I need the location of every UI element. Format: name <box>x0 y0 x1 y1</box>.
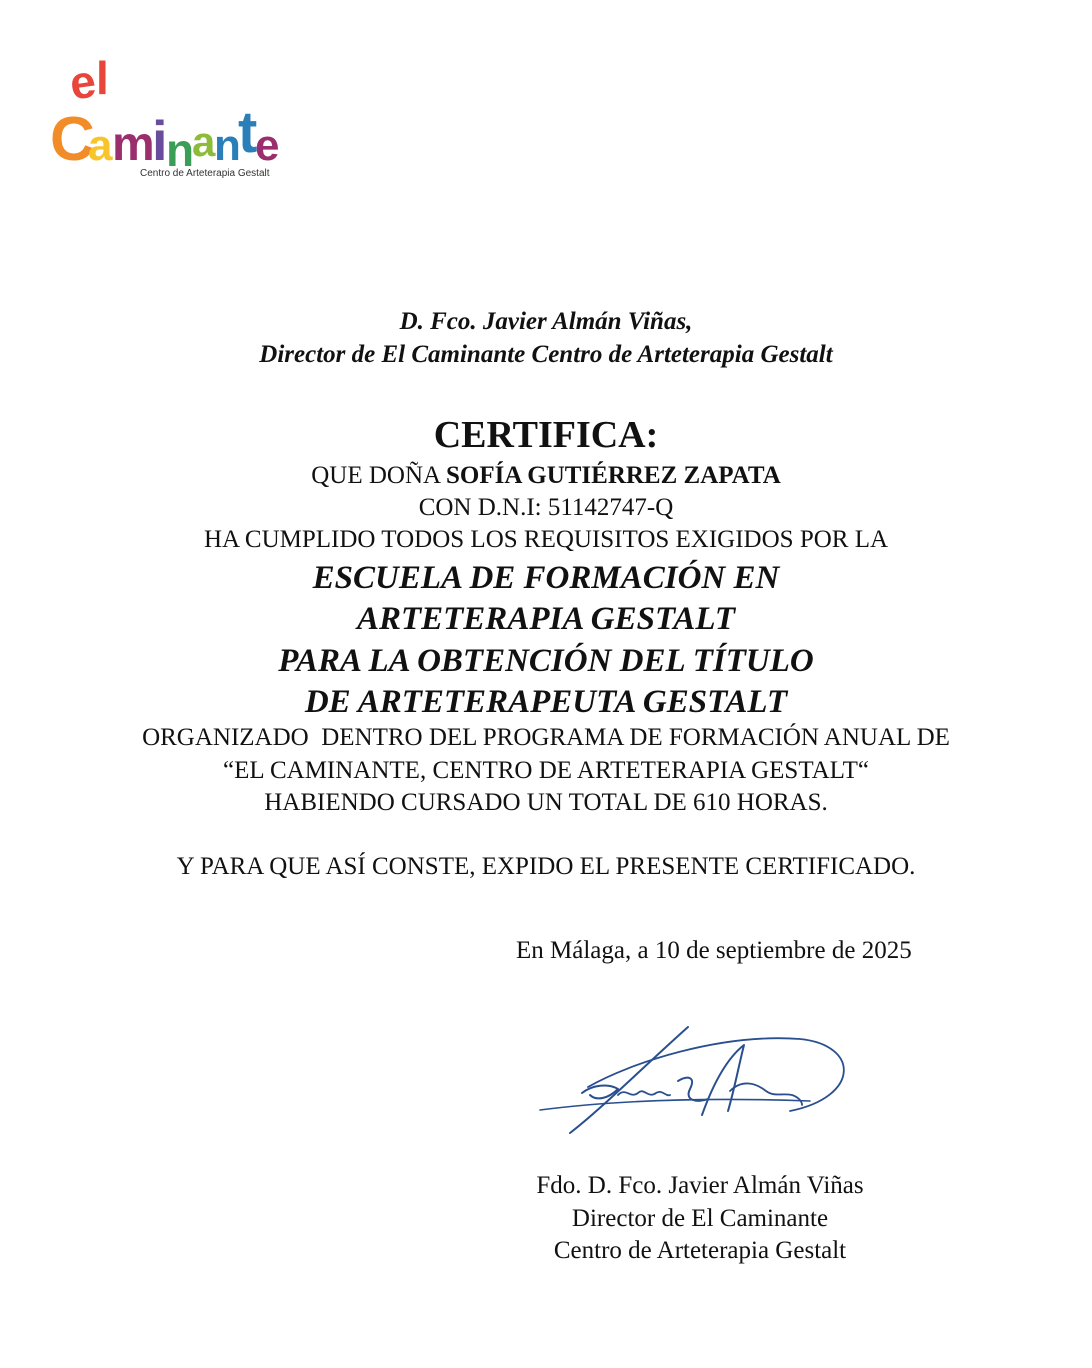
svg-text:n: n <box>166 124 195 176</box>
requirements-line: HA CUMPLIDO TODOS LOS REQUISITOS EXIGIDOS POR LA <box>203 526 889 553</box>
director-name: D. Fco. Javier Almán Viñas, <box>399 308 693 335</box>
logo-tagline: Centro de Arteterapia Gestalt <box>140 168 270 179</box>
hours-line: HABIENDO CURSADO UN TOTAL DE 610 HORAS. <box>264 789 828 816</box>
dni-line: CON D.N.I: 51142747-Q <box>418 494 674 521</box>
svg-text:a: a <box>192 118 216 165</box>
student-name: SOFÍA GUTIÉRREZ ZAPATA <box>445 462 781 489</box>
certificate-title: CERTIFICA: <box>433 414 659 456</box>
school-line-2: ARTETERAPIA GESTALT <box>356 601 736 637</box>
svg-text:m: m <box>112 118 155 171</box>
el-caminante-logo <box>48 48 288 183</box>
signature-strokes <box>530 1015 860 1150</box>
school-line-4: DE ARTETERAPEUTA GESTALT <box>304 684 788 720</box>
svg-text:n: n <box>214 121 241 170</box>
svg-text:C: C <box>50 105 95 174</box>
svg-text:e: e <box>66 54 99 110</box>
svg-text:e: e <box>255 121 280 170</box>
signature-name: Fdo. D. Fco. Javier Almán Viñas <box>536 1172 864 1199</box>
svg-text:t: t <box>238 100 258 165</box>
caminante-line: “EL CAMINANTE, CENTRO DE ARTETERAPIA GESTALT“ <box>223 757 869 784</box>
school-line-1: ESCUELA DE FORMACIÓN EN <box>312 560 780 596</box>
svg-text:i: i <box>152 109 168 172</box>
svg-text:a: a <box>88 121 113 170</box>
logo-graphic <box>48 48 288 183</box>
director-role: Director de El Caminante Centro de Arteterapia Gestalt <box>259 341 833 368</box>
place-date: En Málaga, a 10 de septiembre de 2025 <box>516 937 912 964</box>
organized-line: ORGANIZADO DENTRO DEL PROGRAMA DE FORMACIÓN ANUAL DE <box>142 724 950 751</box>
que-prefix: QUE DOÑA <box>311 462 446 489</box>
svg-text:l: l <box>96 52 109 104</box>
handwritten-signature <box>530 1015 860 1150</box>
signature-organization: Centro de Arteterapia Gestalt <box>553 1237 847 1264</box>
school-line-3: PARA LA OBTENCIÓN DEL TÍTULO <box>278 643 814 679</box>
student-line <box>0 460 1092 492</box>
closing-line: Y PARA QUE ASÍ CONSTE, EXPIDO EL PRESENTE CERTIFICADO. <box>176 853 916 880</box>
signature-role: Director de El Caminante <box>571 1205 829 1232</box>
